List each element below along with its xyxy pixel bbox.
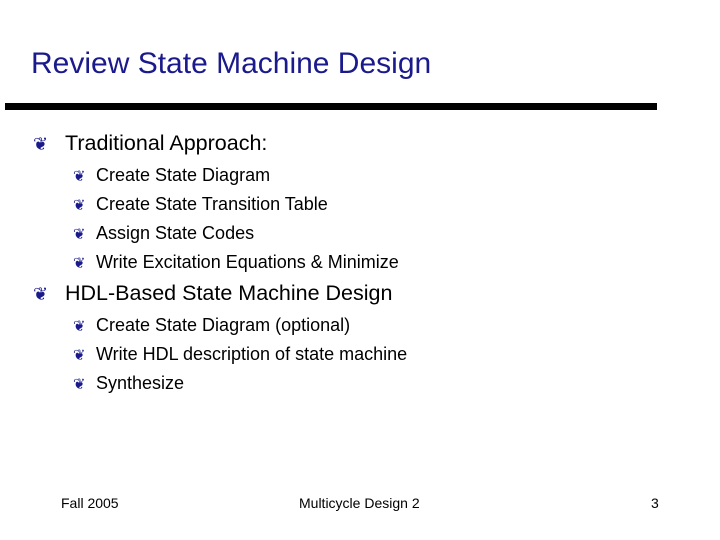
footer-course: Multicycle Design 2 bbox=[299, 495, 420, 511]
sub-bullet-icon: ❦ bbox=[73, 254, 86, 272]
list-item bbox=[73, 344, 407, 365]
list-item bbox=[73, 373, 184, 394]
list-item-text: Write HDL description of state machine bbox=[96, 344, 408, 364]
section-heading-text: HDL-Based State Machine Design bbox=[65, 281, 393, 305]
list-item-text: Assign State Codes bbox=[96, 223, 255, 243]
section-heading-text: Traditional Approach: bbox=[65, 131, 268, 155]
sub-bullet-icon: ❦ bbox=[73, 167, 86, 185]
list-item-text: Create State Diagram bbox=[96, 165, 271, 185]
section-heading-traditional bbox=[33, 131, 267, 156]
sub-bullet-icon: ❦ bbox=[73, 375, 86, 393]
list-item-text: Write Excitation Equations & Minimize bbox=[96, 252, 399, 272]
sub-bullet-icon: ❦ bbox=[73, 196, 86, 214]
list-item bbox=[73, 315, 350, 336]
list-item bbox=[73, 194, 328, 215]
list-item-text: Synthesize bbox=[96, 373, 185, 393]
sub-bullet-icon: ❦ bbox=[73, 317, 86, 335]
slide-title: Review State Machine Design bbox=[31, 47, 432, 80]
bullet-icon: ❦ bbox=[33, 284, 49, 305]
sub-bullet-icon: ❦ bbox=[73, 346, 86, 364]
title-divider bbox=[5, 103, 657, 110]
footer-page-number: 3 bbox=[651, 495, 659, 511]
footer-date: Fall 2005 bbox=[61, 495, 119, 511]
section-heading-hdl bbox=[33, 281, 392, 306]
bullet-icon: ❦ bbox=[33, 134, 49, 155]
list-item bbox=[73, 223, 254, 244]
sub-bullet-icon: ❦ bbox=[73, 225, 86, 243]
list-item bbox=[73, 165, 270, 186]
list-item bbox=[73, 252, 399, 273]
list-item-text: Create State Transition Table bbox=[96, 194, 328, 214]
list-item-text: Create State Diagram (optional) bbox=[96, 315, 351, 335]
